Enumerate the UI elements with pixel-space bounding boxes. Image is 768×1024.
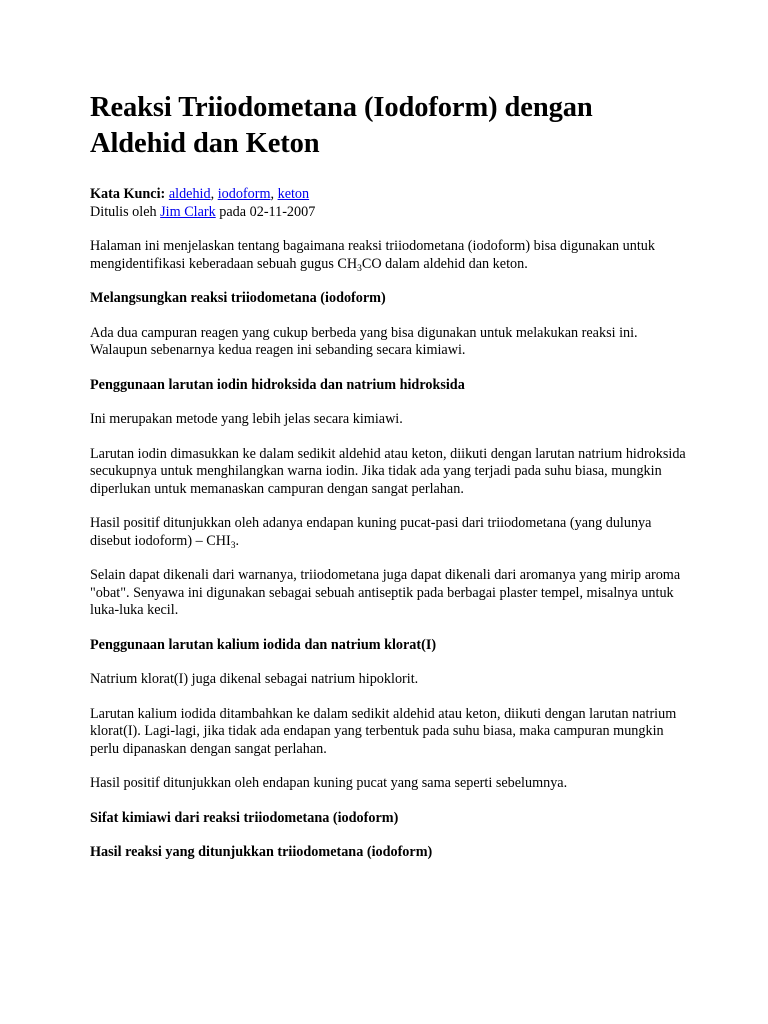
positive-result-paragraph: [90, 515, 690, 550]
reagents-paragraph: Ada dua campuran reagen yang cukup berbeda yang bisa digunakan untuk melakukan reaksi ini. Walaupun sebenarnya kedua reagen ini sebanding secara kimiawi.: [90, 324, 638, 358]
keyword-separator: ,: [210, 186, 218, 202]
hypochlorite-paragraph: Natrium klorat(I) juga dikenal sebagai natrium hipoklorit.: [90, 671, 419, 687]
positive-result-end: .: [235, 532, 239, 549]
intro-subscript: 3: [357, 263, 362, 274]
byline: [90, 204, 690, 222]
positive-result-text: Hasil positif ditunjukkan oleh adanya endapan kuning pucat-pasi dari triiodometana (yang dulunya disebut iodoform) – CHI: [90, 515, 652, 549]
keyword-link-keton[interactable]: keton: [277, 186, 310, 202]
date-prefix: pada: [219, 203, 247, 220]
keyword-link-iodoform[interactable]: iodoform: [217, 186, 271, 202]
page-title: Reaksi Triiodometana (Iodoform) dengan Aldehid dan Keton: [90, 92, 593, 159]
section-heading-chemistry: Sifat kimiawi dari reaksi triiodometana (iodoform): [90, 809, 399, 826]
keyword-separator: ,: [270, 186, 278, 202]
section-heading-iodine-naoh: Penggunaan larutan iodin hidroksida dan natrium hidroksida: [90, 376, 465, 393]
keywords-label: Kata Kunci:: [90, 186, 166, 202]
smell-paragraph: Selain dapat dikenali dari warnanya, triiodometana juga dapat dikenali dari aromanya yang mirip aroma "obat". Senyawa ini digunakan sebagai sebuah antiseptik pada berbagai plaster tempel, misalnya untuk luka-luka kecil.: [90, 567, 681, 618]
method-clear-paragraph: Ini merupakan metode yang lebih jelas secara kimiawi.: [90, 411, 403, 427]
written-by-label: Ditulis oleh: [90, 203, 157, 220]
section-heading-results: Hasil reaksi yang ditunjukkan triiodometana (iodoform): [90, 844, 433, 860]
intro-text: Halaman ini menjelaskan tentang bagaimana reaksi triiodometana (iodoform) bisa digunakan untuk mengidentifikasi keberadaan sebuah gugus CH: [90, 238, 655, 272]
article: [90, 90, 690, 879]
section-heading-carrying-out: Melangsungkan reaksi triiodometana (iodoform): [90, 290, 386, 306]
section-heading-ki-naclo: Penggunaan larutan kalium iodida dan natrium klorat(I): [90, 636, 437, 653]
keyword-link-aldehid[interactable]: aldehid: [168, 186, 211, 202]
publish-date: 02-11-2007: [249, 203, 316, 220]
intro-paragraph: [90, 238, 690, 273]
article-meta: [90, 186, 690, 221]
author-link[interactable]: Jim Clark: [160, 203, 216, 220]
ki-procedure-paragraph: Larutan kalium iodida ditambahkan ke dalam sedikit aldehid atau keton, diikuti dengan larutan natrium klorat(I). Lagi-lagi, jika tidak ada endapan yang terbentuk pada suhu biasa, maka campuran mungkin perlu dipanaskan dengan sangat perlahan.: [90, 705, 677, 757]
positive-result-2-paragraph: Hasil positif ditunjukkan oleh endapan kuning pucat yang sama seperti sebelumnya.: [90, 775, 568, 791]
iodine-procedure-paragraph: Larutan iodin dimasukkan ke dalam sedikit aldehid atau keton, diikuti dengan larutan natrium hidroksida secukupnya untuk menghilangkan warna iodin. Jika tidak ada yang terjadi pada suhu biasa, mungkin diperlukan untuk memanaskan campuran dengan sangat perlahan.: [90, 445, 686, 497]
positive-result-subscript: 3: [230, 540, 236, 551]
keywords-line: [90, 186, 690, 204]
intro-text-end: CO dalam aldehid dan keton.: [361, 255, 528, 272]
